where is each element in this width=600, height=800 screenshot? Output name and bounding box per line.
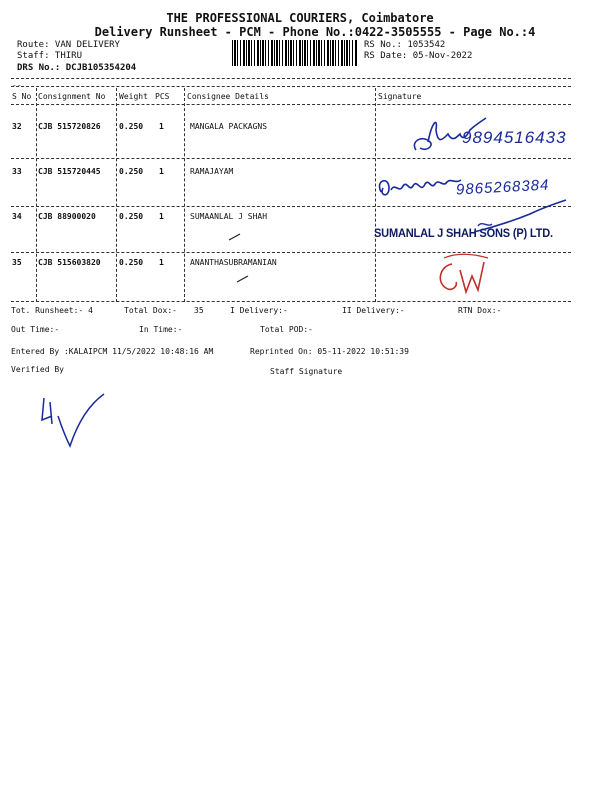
signature-phone: 9865268384 bbox=[455, 176, 550, 199]
row-sno: 35 bbox=[12, 258, 22, 267]
total-pod: Total POD:- bbox=[260, 325, 313, 334]
row-consignment: CJB 515720445 bbox=[38, 167, 101, 176]
divider bbox=[11, 104, 571, 105]
reprinted-on: Reprinted On: 05-11-2022 10:51:39 bbox=[250, 347, 409, 356]
col-header-signature: Signature bbox=[378, 92, 422, 101]
row-sno: 34 bbox=[12, 212, 22, 221]
row-consignment: CJB 515720826 bbox=[38, 122, 101, 131]
row-consignee: SUMAANLAL J SHAH bbox=[190, 212, 268, 221]
row-consignment: CJB 515603820 bbox=[38, 258, 101, 267]
verified-by: Verified By bbox=[11, 365, 64, 374]
verifier-signature bbox=[38, 392, 108, 452]
signature-phone: 9894516433 bbox=[462, 128, 567, 147]
row-weight: 0.250 bbox=[119, 122, 144, 131]
row-consignee: RAMAJAYAM bbox=[190, 167, 234, 176]
row-weight: 0.250 bbox=[119, 212, 144, 221]
row-consignment: CJB 88900020 bbox=[38, 212, 96, 221]
barcode bbox=[232, 40, 358, 66]
divider bbox=[11, 78, 571, 79]
row-pcs: 1 bbox=[159, 258, 164, 267]
rs-date: RS Date: 05-Nov-2022 bbox=[364, 51, 473, 61]
handwritten-signature-red bbox=[434, 252, 494, 296]
row-pcs: 1 bbox=[159, 167, 164, 176]
divider bbox=[11, 301, 571, 302]
column-separator bbox=[184, 88, 185, 302]
total-dox-label: Total Dox:- bbox=[124, 306, 177, 315]
staff-label: Staff: THIRU bbox=[17, 51, 83, 61]
total-dox-value: 35 bbox=[194, 306, 204, 315]
row-weight: 0.250 bbox=[119, 167, 144, 176]
out-time: Out Time:- bbox=[11, 325, 60, 334]
col-header-weight: Weight bbox=[119, 92, 148, 101]
dash-marker: -- bbox=[12, 81, 22, 90]
col-header-pcs: PCS bbox=[155, 92, 170, 101]
row-pcs: 1 bbox=[159, 212, 164, 221]
column-separator bbox=[36, 88, 37, 302]
company-stamp: SUMANLAL J SHAH SONS (P) LTD. bbox=[374, 226, 553, 240]
row-sno: 32 bbox=[12, 122, 22, 131]
drs-number: DRS No.: DCJB105354204 bbox=[17, 63, 137, 73]
entered-by: Entered By :KALAIPCM 11/5/2022 10:48:16 AM bbox=[11, 347, 214, 356]
runsheet-subtitle: Delivery Runsheet - PCM - Phone No.:0422-3505555 - Page No.:4 bbox=[94, 25, 536, 39]
company-title: THE PROFESSIONAL COURIERS, Coimbatore bbox=[166, 11, 434, 25]
i-delivery: I Delivery:- bbox=[230, 306, 288, 315]
divider bbox=[11, 86, 571, 87]
row-consignee: ANANTHASUBRAMANIAN bbox=[190, 258, 277, 267]
row-consignee: MANGALA PACKAGNS bbox=[190, 122, 268, 131]
rs-number: RS No.: 1053542 bbox=[364, 40, 446, 50]
tick-mark bbox=[236, 274, 250, 284]
rtn-dox: RTN Dox:- bbox=[458, 306, 502, 315]
row-sno: 33 bbox=[12, 167, 22, 176]
ii-delivery: II Delivery:- bbox=[342, 306, 405, 315]
row-pcs: 1 bbox=[159, 122, 164, 131]
col-header-consignment: Consignment No bbox=[38, 92, 106, 101]
col-header-consignee: Consignee Details bbox=[187, 92, 269, 101]
staff-signature-label: Staff Signature bbox=[270, 367, 343, 376]
handwritten-signature bbox=[375, 172, 465, 204]
row-weight: 0.250 bbox=[119, 258, 144, 267]
route-label: Route: VAN DELIVERY bbox=[17, 40, 120, 50]
in-time: In Time:- bbox=[139, 325, 183, 334]
column-separator bbox=[116, 88, 117, 302]
tick-mark bbox=[228, 232, 242, 242]
total-runsheet: Tot. Runsheet:- 4 bbox=[11, 306, 93, 315]
col-header-sno: S No bbox=[12, 92, 32, 101]
divider bbox=[11, 158, 571, 159]
handwritten-signature bbox=[470, 198, 570, 238]
